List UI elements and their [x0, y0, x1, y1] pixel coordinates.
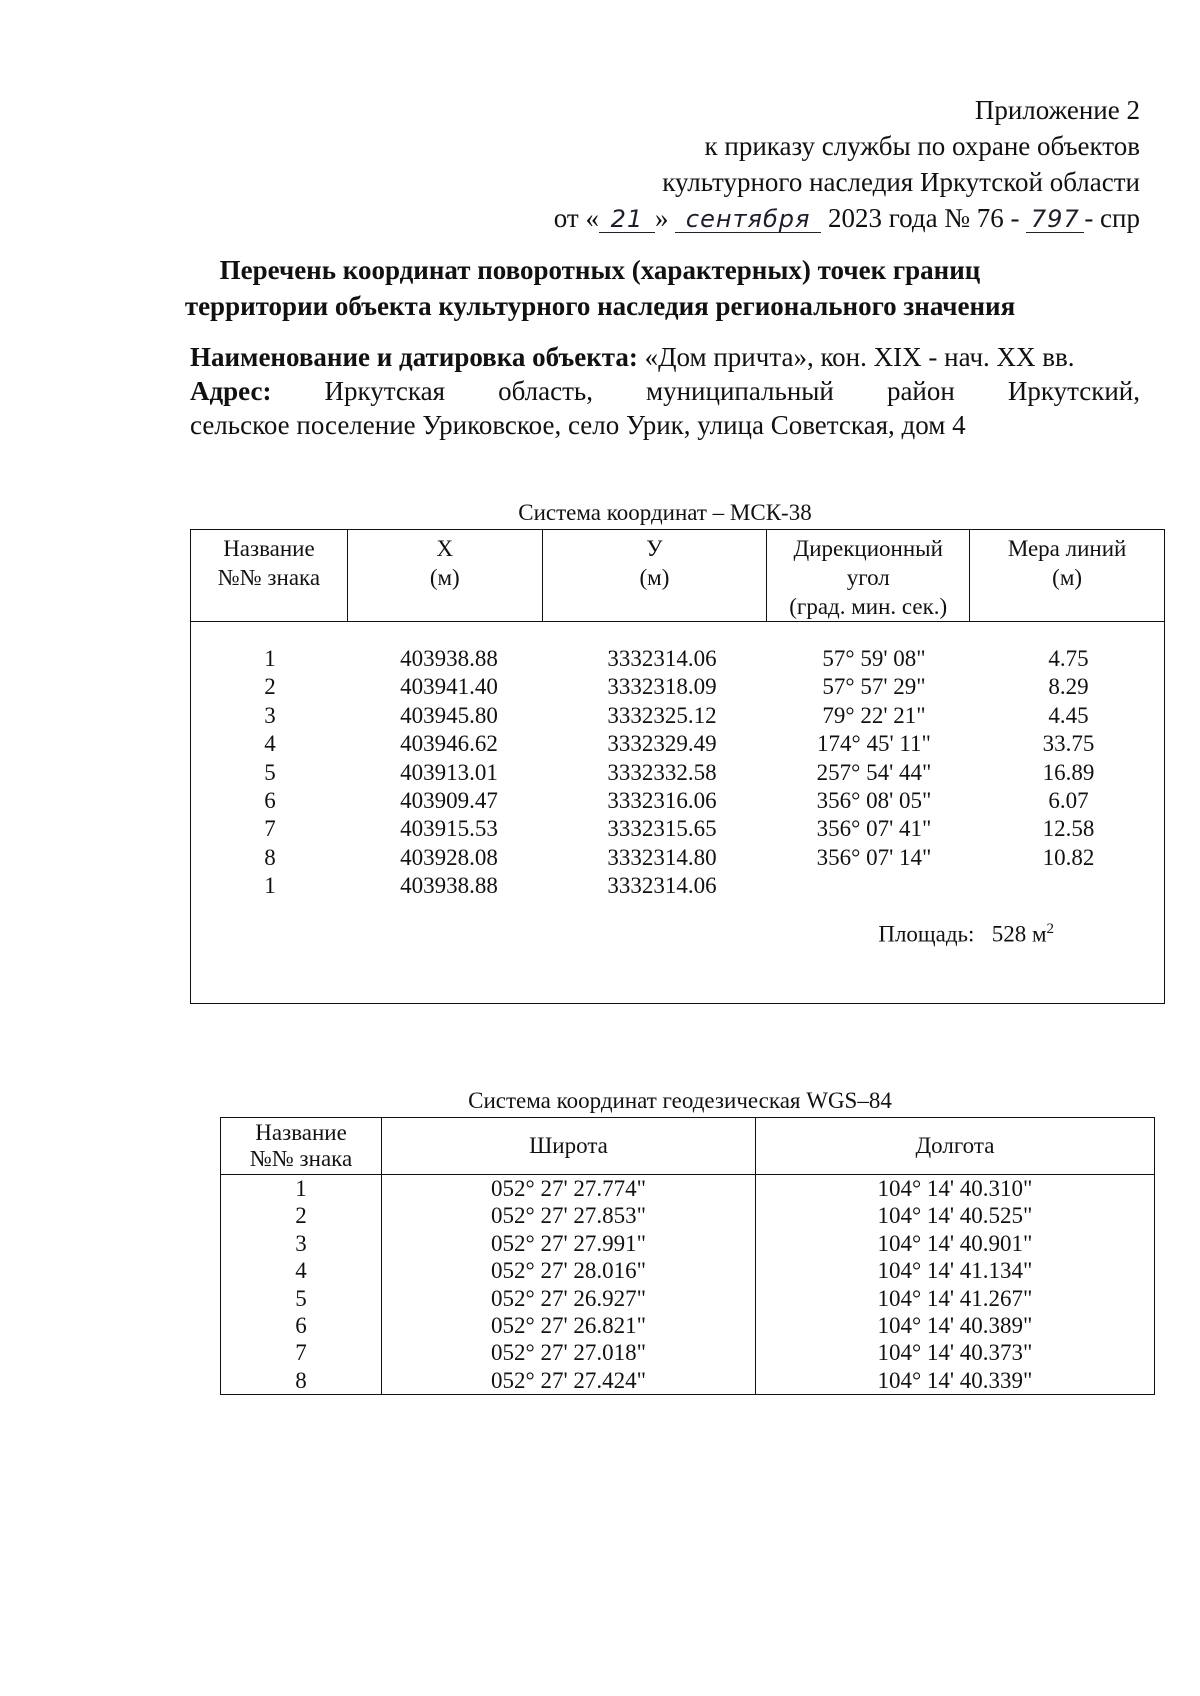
wgs-cell-col-sign-name: 5 [221, 1285, 382, 1312]
msk-cell-col-y: 3332325.12 [607, 702, 717, 728]
msk-table-row [191, 730, 1164, 758]
handwritten-day: 21 [599, 206, 655, 233]
date-year-text: 2023 года № 76 - [827, 203, 1020, 233]
wgs-header-col-longitude: Долгота [755, 1118, 1154, 1175]
address-line-2: сельское поселение Уриковское, село Урик, улица Советская, дом 4 [190, 410, 966, 440]
msk-cell-col-sign-name: 7 [264, 816, 276, 842]
msk-cell-col-direction-angle: 57° 57' 29" [822, 674, 926, 700]
wgs-cell-col-sign-name: 7 [221, 1339, 382, 1366]
msk-cell-col-x: 403938.88 [400, 646, 498, 671]
msk-cell-col-y: 3332314.06 [607, 646, 717, 671]
area-summary [878, 921, 1054, 948]
wgs-cell-col-sign-name: 4 [221, 1257, 382, 1284]
wgs-cell-col-latitude: 052° 27' 27.424" [382, 1367, 756, 1395]
msk-cell-col-line-length: 33.75 [1042, 731, 1095, 757]
msk-cell-col-y: 3332316.06 [607, 787, 717, 813]
msk-cell-col-sign-name: 8 [264, 844, 276, 870]
msk-cell-col-line-length: 6.07 [1048, 787, 1089, 813]
wgs-table-row [221, 1312, 1155, 1339]
object-info [190, 340, 1140, 442]
appendix-date-line [554, 200, 1140, 236]
wgs-cell-col-sign-name: 3 [221, 1230, 382, 1257]
wgs-table-row [221, 1367, 1155, 1395]
msk-cell-col-sign-name: 2 [264, 674, 276, 700]
wgs-cell-col-latitude: 052° 27' 26.927" [382, 1285, 756, 1312]
msk-cell-col-x: 403945.80 [400, 702, 498, 728]
wgs-table-row [221, 1230, 1155, 1257]
msk-cell-col-x: 403915.53 [400, 816, 498, 842]
handwritten-month: сентября [675, 206, 821, 233]
wgs-table-row [221, 1285, 1155, 1312]
wgs-cell-col-latitude: 052° 27' 28.016" [382, 1257, 756, 1284]
msk-cell-col-y: 3332332.58 [607, 759, 717, 785]
msk-cell-col-x: 403941.40 [400, 674, 498, 700]
msk-table-caption: Система координат – МСК-38 [518, 500, 812, 525]
msk-cell-col-direction-angle: 79° 22' 21" [822, 702, 926, 728]
wgs-cell-col-longitude: 104° 14' 40.310" [755, 1175, 1154, 1203]
document-title [0, 252, 1200, 324]
msk-cell-col-y: 3332314.80 [607, 844, 717, 870]
msk-cell-col-y: 3332329.49 [607, 731, 717, 757]
appendix-line-3: культурного наследия Иркутской области [662, 167, 1140, 197]
msk-header-col-y: У (м) [542, 530, 767, 622]
msk-cell-col-y: 3332318.09 [607, 674, 717, 700]
msk-cell-col-x: 403946.62 [400, 731, 498, 757]
wgs-table-row [221, 1175, 1155, 1203]
msk-cell-col-sign-name: 3 [264, 702, 276, 728]
msk-cell-col-line-length: 10.82 [1042, 844, 1095, 870]
area-superscript: 2 [1046, 921, 1054, 937]
msk-header-col-direction-angle: Дирекционный угол (град. мин. сек.) [767, 530, 970, 622]
address-value-1: Иркутская область, муниципальный район Иркутский, [324, 376, 1141, 406]
wgs-header-col-sign-name: Название №№ знака [221, 1118, 382, 1175]
msk-cell-col-sign-name: 5 [264, 759, 276, 785]
area-value: 528 м [991, 921, 1047, 947]
address-label: Адрес: [190, 376, 272, 406]
msk-cell-col-x: 403928.08 [400, 844, 498, 870]
msk-cell-col-direction-angle: 356° 07' 14" [816, 844, 932, 870]
wgs-table-row [221, 1257, 1155, 1284]
wgs-table [220, 1117, 1155, 1395]
wgs-cell-col-longitude: 104° 14' 41.267" [755, 1285, 1154, 1312]
handwritten-order-number: 797 [1026, 206, 1084, 233]
msk-cell-col-direction-angle: 356° 07' 41" [816, 816, 932, 842]
msk-table-row [191, 673, 1164, 701]
msk-cell-col-line-length [973, 872, 1164, 900]
wgs-cell-col-sign-name: 2 [221, 1202, 382, 1229]
wgs-cell-col-latitude: 052° 27' 27.018" [382, 1339, 756, 1366]
msk-table-row [191, 702, 1164, 730]
appendix-line-1: Приложение 2 [974, 95, 1140, 125]
msk-cell-col-direction-angle: 174° 45' 11" [817, 731, 931, 757]
wgs-cell-col-latitude: 052° 27' 27.774" [382, 1175, 756, 1203]
msk-header-col-x: X (м) [347, 530, 542, 622]
msk-cell-col-sign-name: 1 [264, 873, 276, 899]
msk-cell-col-sign-name: 4 [264, 731, 276, 757]
title-line-2: территории объекта культурного наследия регионального значения [184, 291, 1016, 321]
msk-table-row [191, 787, 1164, 815]
msk-table-row [191, 844, 1164, 872]
msk-table-body [190, 615, 1165, 1004]
msk-cell-col-y: 3332315.65 [607, 816, 717, 842]
wgs-cell-col-latitude: 052° 27' 27.991" [382, 1230, 756, 1257]
msk-cell-col-sign-name: 6 [264, 787, 276, 813]
msk-cell-col-line-length: 8.29 [1048, 674, 1089, 700]
msk-cell-col-direction-angle: 257° 54' 44" [816, 759, 932, 785]
msk-header-col-line-length: Мера линий (м) [970, 530, 1165, 622]
object-name-label: Наименование и датировка объекта: [190, 342, 638, 372]
date-prefix: от « [553, 203, 599, 233]
msk-cell-col-x: 403913.01 [400, 759, 498, 785]
wgs-cell-col-sign-name: 1 [221, 1175, 382, 1203]
msk-cell-col-line-length: 4.45 [1048, 702, 1089, 728]
msk-cell-col-y: 3332314.06 [607, 873, 717, 899]
msk-cell-col-sign-name: 1 [264, 646, 276, 671]
msk-cell-col-direction-angle [775, 872, 973, 900]
address-line-1 [190, 374, 1140, 408]
wgs-cell-col-longitude: 104° 14' 40.901" [755, 1230, 1154, 1257]
msk-cell-col-x: 403938.88 [400, 873, 498, 899]
msk-cell-col-line-length: 4.75 [1048, 646, 1089, 671]
title-line-1: Перечень координат поворотных (характерных) точек границ [219, 255, 981, 285]
msk-table-row [191, 872, 1164, 900]
wgs-cell-col-sign-name: 6 [221, 1312, 382, 1339]
wgs-cell-col-longitude: 104° 14' 40.525" [755, 1202, 1154, 1229]
wgs-header-col-latitude: Широта [382, 1118, 756, 1175]
msk-table-row [191, 815, 1164, 843]
msk-cell-col-line-length: 16.89 [1042, 759, 1095, 785]
msk-header-col-sign-name: Название №№ знака [191, 530, 348, 622]
wgs-cell-col-latitude: 052° 27' 26.821" [382, 1312, 756, 1339]
object-name-line [190, 340, 1140, 374]
msk-cell-col-x: 403909.47 [400, 787, 498, 813]
appendix-header [554, 92, 1140, 236]
wgs-table-row [221, 1339, 1155, 1366]
object-name-value: «Дом причта», кон. XIX - нач. XX вв. [644, 342, 1075, 372]
wgs-cell-col-longitude: 104° 14' 40.339" [755, 1367, 1154, 1395]
msk-cell-col-direction-angle: 356° 08' 05" [816, 787, 932, 813]
wgs-cell-col-latitude: 052° 27' 27.853" [382, 1202, 756, 1229]
wgs-cell-col-longitude: 104° 14' 41.134" [755, 1257, 1154, 1284]
msk-table-header [190, 529, 1165, 622]
msk-cell-col-line-length: 12.58 [1042, 816, 1095, 842]
order-suffix: - спр [1084, 203, 1140, 233]
area-label: Площадь: [878, 921, 975, 947]
msk-table-row [191, 645, 1164, 673]
wgs-cell-col-sign-name: 8 [221, 1367, 382, 1395]
wgs-cell-col-longitude: 104° 14' 40.373" [755, 1339, 1154, 1366]
msk-cell-col-direction-angle: 57° 59' 08" [822, 646, 926, 671]
msk-table-row [191, 759, 1164, 787]
msk-rows [191, 645, 1164, 901]
appendix-line-2: к приказу службы по охране объектов [704, 131, 1140, 161]
wgs-table-caption: Система координат геодезическая WGS–84 [468, 1088, 892, 1113]
date-day-suffix: » [654, 203, 669, 233]
wgs-table-row [221, 1202, 1155, 1229]
wgs-cell-col-longitude: 104° 14' 40.389" [755, 1312, 1154, 1339]
